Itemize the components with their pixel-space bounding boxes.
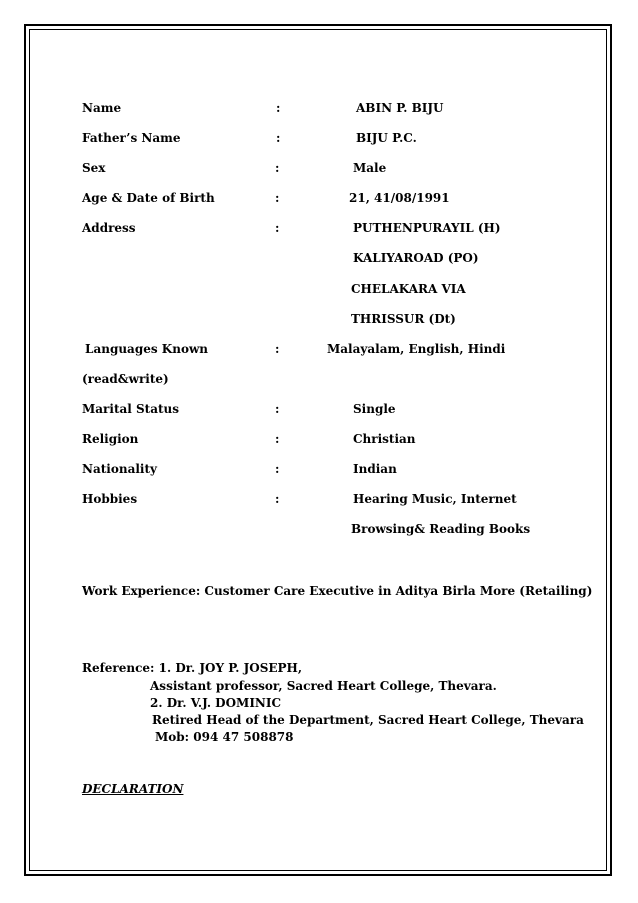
reference-line-1: Reference: 1. Dr. JOY P. JOSEPH, <box>82 661 303 675</box>
reference-line-2: Assistant professor, Sacred Heart College, Thevara. <box>150 679 497 693</box>
father-name-label: Father’s Name <box>82 131 181 145</box>
address-line-4: THRISSUR (Dt) <box>351 312 456 326</box>
marital-status-label: Marital Status <box>82 402 180 416</box>
religion-label: Religion <box>82 432 139 446</box>
age-dob-colon: : <box>275 191 280 205</box>
address-line-2: KALIYAROAD (PO) <box>353 251 479 265</box>
name-label: Name <box>82 101 122 115</box>
nationality-colon: : <box>275 462 280 476</box>
sex-label: Sex <box>82 161 106 175</box>
address-colon: : <box>275 221 280 235</box>
sex-value: Male <box>353 161 387 175</box>
languages-colon: : <box>275 342 280 356</box>
languages-value: Malayalam, English, Hindi <box>327 342 506 356</box>
nationality-label: Nationality <box>82 462 157 476</box>
reference-line-4: Retired Head of the Department, Sacred Heart College, Thevara <box>152 713 584 727</box>
religion-value: Christian <box>353 432 416 446</box>
name-colon: : <box>276 101 281 115</box>
languages-label: Languages Known <box>85 342 208 356</box>
age-dob-value: 21, 41/08/1991 <box>349 191 450 205</box>
marital-status-value: Single <box>353 402 396 416</box>
marital-status-colon: : <box>275 402 280 416</box>
address-line-1: PUTHENPURAYIL (H) <box>353 221 501 235</box>
reference-line-5: Mob: 094 47 508878 <box>155 730 294 744</box>
name-value: ABIN P. BIJU <box>356 101 444 115</box>
sex-colon: : <box>275 161 280 175</box>
work-experience: Work Experience: Customer Care Executive in Aditya Birla More (Retailing) <box>82 584 593 598</box>
hobbies-value-line-1: Hearing Music, Internet <box>353 492 517 506</box>
languages-note: (read&write) <box>82 372 169 386</box>
address-line-3: CHELAKARA VIA <box>351 282 466 296</box>
father-name-value: BIJU P.C. <box>356 131 417 145</box>
reference-line-3: 2. Dr. V.J. DOMINIC <box>150 696 282 710</box>
address-label: Address <box>82 221 136 235</box>
hobbies-value-line-2: Browsing& Reading Books <box>351 522 531 536</box>
hobbies-label: Hobbies <box>82 492 138 506</box>
religion-colon: : <box>275 432 280 446</box>
page-border-inner <box>29 29 607 871</box>
father-name-colon: : <box>276 131 281 145</box>
age-dob-label: Age & Date of Birth <box>82 191 215 205</box>
hobbies-colon: : <box>275 492 280 506</box>
declaration-heading: DECLARATION <box>82 782 184 796</box>
nationality-value: Indian <box>353 462 397 476</box>
